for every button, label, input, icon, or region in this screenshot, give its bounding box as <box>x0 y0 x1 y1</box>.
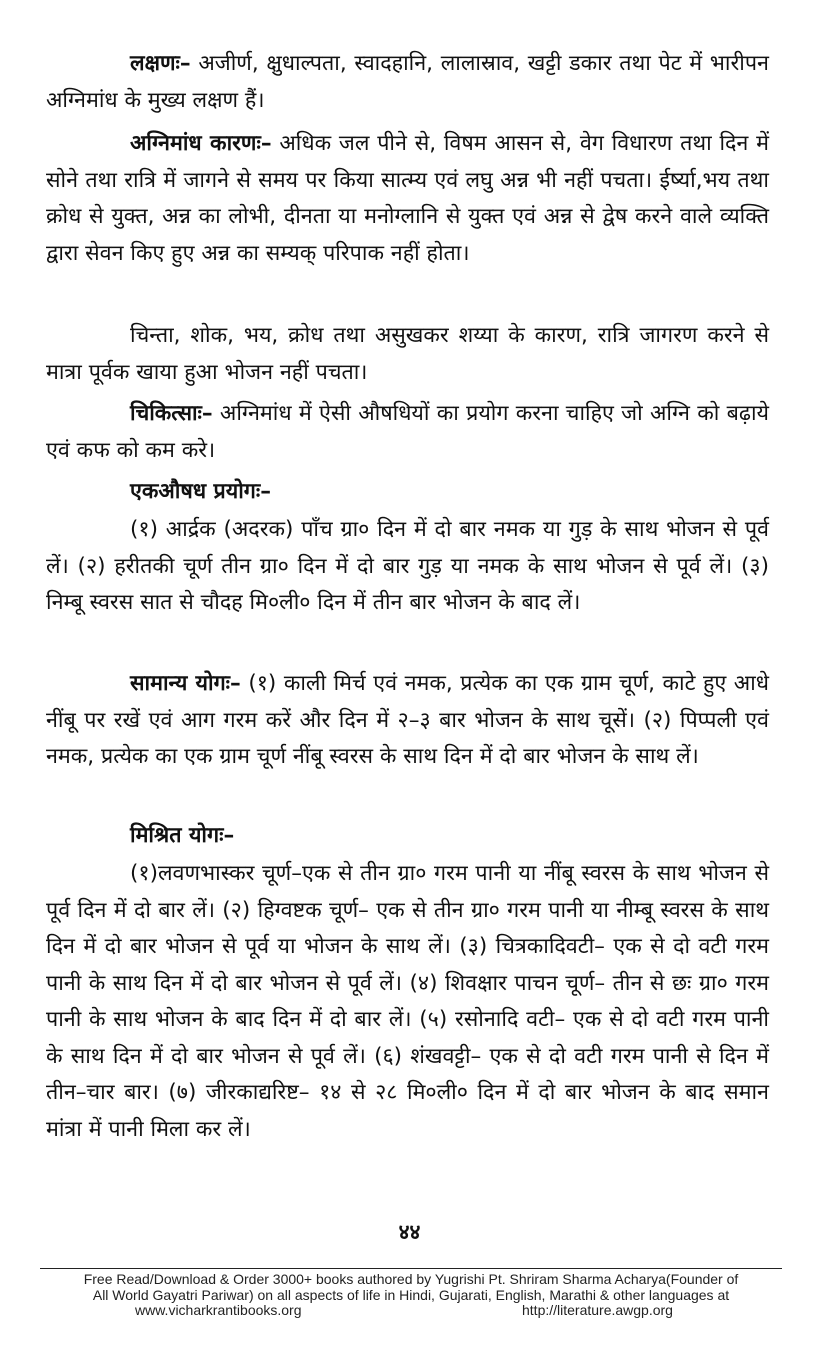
paragraph-mixed-formula <box>46 818 769 855</box>
paragraph-mixed-formula-list <box>46 856 769 1148</box>
text-single-drug-list: (१) आर्द्रक (अदरक) पाँच ग्रा० दिन में दो बार नमक या गुड़ के साथ भोजन से पूर्व लें। (२) हरीतकी चूर्ण तीन ग्रा० दिन में दो बार गुड़ या नमक के साथ भोजन से पूर्व लें। (३) निम्बू स्वरस सात से चौदह मि०ली० दिन में तीन बार भोजन के बाद लें। <box>46 517 769 615</box>
paragraph-treatment <box>46 396 769 469</box>
heading-symptoms: लक्षणः– <box>130 51 191 76</box>
footer-link-awgp[interactable]: http://literature.awgp.org <box>522 1302 673 1318</box>
text-symptoms: अजीर्ण, क्षुधाल्पता, स्वादहानि, लालास्राव, खट्टी डकार तथा पेट में भारीपन अग्निमांध के मुख्य लक्षण हैं। <box>46 51 769 113</box>
heading-mixed-formula: मिश्रित योगः– <box>130 823 235 848</box>
paragraph-single-drug <box>46 474 769 511</box>
heading-treatment: चिकित्साः– <box>130 401 213 426</box>
paragraph-single-drug-list <box>46 512 769 622</box>
footer-line-1: Free Read/Download & Order 3000+ books authored by Yugrishi Pt. Shriram Sharma Acharya(Founder of <box>83 1271 739 1287</box>
paragraph-general-formula <box>46 666 769 776</box>
text-mixed-formula-list: (१)लवणभास्कर चूर्ण–एक से तीन ग्रा० गरम पानी या नींबू स्वरस के साथ भोजन से पूर्व दिन में दो बार लें। (२) हिग्वष्टक चूर्ण– एक से तीन ग्रा० गरम पानी या नीम्बू स्वरस के साथ दिन में दो बार भोजन से पूर्व या भोजन के साथ लें। (३) चित्रकादिवटी– एक से दो वटी गरम पानी के साथ दिन में दो बार भोजन से पूर्व लें। (४) शिवक्षार पाचन चूर्ण– तीन से छः ग्रा० गरम पानी के साथ भोजन के बाद दिन में दो बार लें। (५) रसोनादि वटी– एक से दो वटी गरम पानी के साथ दिन में दो बार भोजन से पूर्व लें। (६) शंखवट्टी– एक से दो वटी गरम पानी से दिन में तीन–चार बार। (७) जीरकाद्यरिष्ट– १४ से २८ मि०ली० दिन में दो बार भोजन के बाद समान मांत्रा में पानी मिला कर लें। <box>46 861 769 1142</box>
text-general-formula: (१) काली मिर्च एवं नमक, प्रत्येक का एक ग्राम चूर्ण, काटे हुए आधे नींबू पर रखें एवं आग गरम करें और दिन में २–३ बार भोजन के साथ चूसें। (२) पिप्पली एवं नमक, प्रत्येक का एक ग्राम चूर्ण नींबू स्वरस के साथ दिन में दो बार भोजन के साथ लें। <box>46 671 769 769</box>
footer-line-2: All World Gayatri Pariwar) on all aspects of life in Hindi, Gujarati, English, Marathi & other languages at <box>92 1286 730 1303</box>
paragraph-anxiety <box>46 318 769 391</box>
page-number: ४४ <box>398 1220 421 1244</box>
footer-divider <box>40 1268 782 1269</box>
paragraph-causes <box>46 126 769 272</box>
footer-link-vicharkranti[interactable]: www.vicharkrantibooks.org <box>135 1302 302 1318</box>
heading-causes: अग्निमांध कारणः– <box>130 131 272 156</box>
heading-general-formula: सामान्य योगः– <box>130 671 241 696</box>
paragraph-symptoms <box>46 46 769 119</box>
heading-single-drug: एकऔषध प्रयोगः– <box>130 479 272 504</box>
text-causes: अधिक जल पीने से, विषम आसन से, वेग विधारण तथा दिन में सोने तथा रात्रि में जागने से समय पर किया सात्म्य एवं लघु अन्न भी नहीं पचता। ईर्ष्या,भय तथा क्रोध से युक्त, अन्न का लोभी, दीनता या मनोग्लानि से युक्त एवं अन्न से द्वेष करने वाले व्यक्ति द्वारा सेवन किए हुए अन्न का सम्यक् परिपाक नहीं होता। <box>46 131 770 266</box>
footer-notice <box>40 1272 782 1303</box>
text-treatment: अग्निमांध में ऐसी औषधियों का प्रयोग करना चाहिए जो अग्नि को बढ़ाये एवं कफ को कम करे। <box>46 401 769 463</box>
text-anxiety: चिन्ता, शोक, भय, क्रोध तथा असुखकर शय्या के कारण, रात्रि जागरण करने से मात्रा पूर्वक खाया हुआ भोजन नहीं पचता। <box>46 323 769 385</box>
